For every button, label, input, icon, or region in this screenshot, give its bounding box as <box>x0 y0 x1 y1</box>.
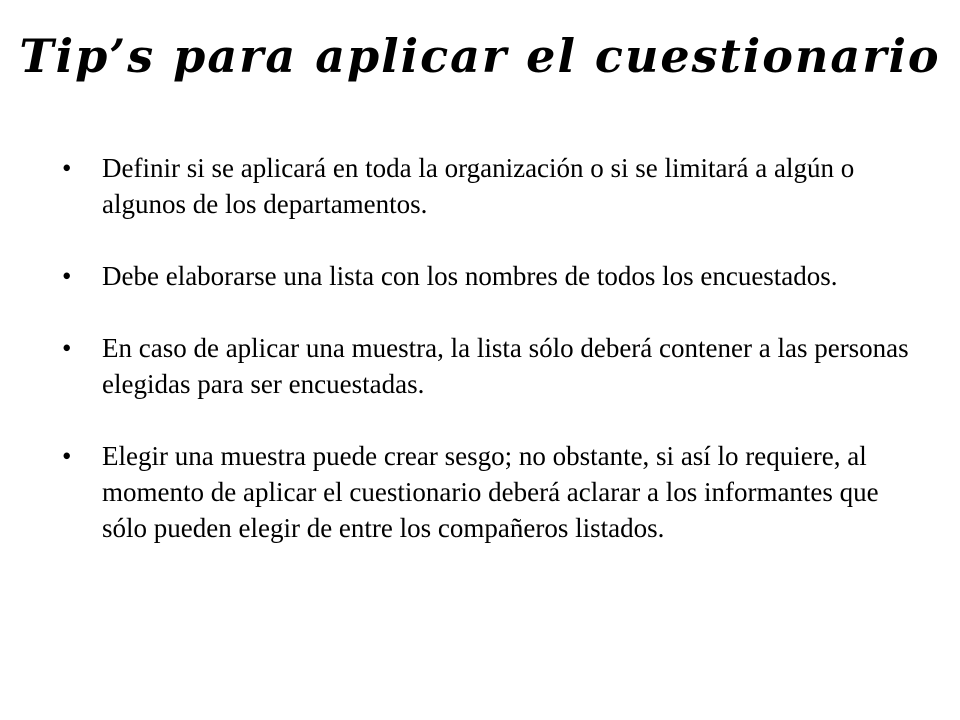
bullet-item <box>62 330 922 402</box>
bullet-dot-icon: • <box>62 261 72 291</box>
bullet-list <box>62 150 922 582</box>
bullet-item <box>62 150 922 222</box>
bullet-text: En caso de aplicar una muestra, la lista sólo deberá contener a las personas elegidas para ser encuestadas. <box>102 333 909 399</box>
bullet-dot-icon: • <box>62 441 72 471</box>
bullet-item <box>62 438 922 546</box>
bullet-text: Definir si se aplicará en toda la organización o si se limitará a algún o algunos de los departamentos. <box>102 153 855 219</box>
bullet-text: Elegir una muestra puede crear sesgo; no obstante, si así lo requiere, al momento de aplicar el cuestionario deberá aclarar a los informantes que sólo pueden elegir de entre los compañeros listados. <box>102 441 879 543</box>
slide-title: Tip’s para aplicar el cuestionario <box>19 29 941 83</box>
bullet-dot-icon: • <box>62 333 72 363</box>
bullet-item <box>62 258 922 294</box>
bullet-text: Debe elaborarse una lista con los nombres de todos los encuestados. <box>102 261 838 291</box>
bullet-dot-icon: • <box>62 153 72 183</box>
